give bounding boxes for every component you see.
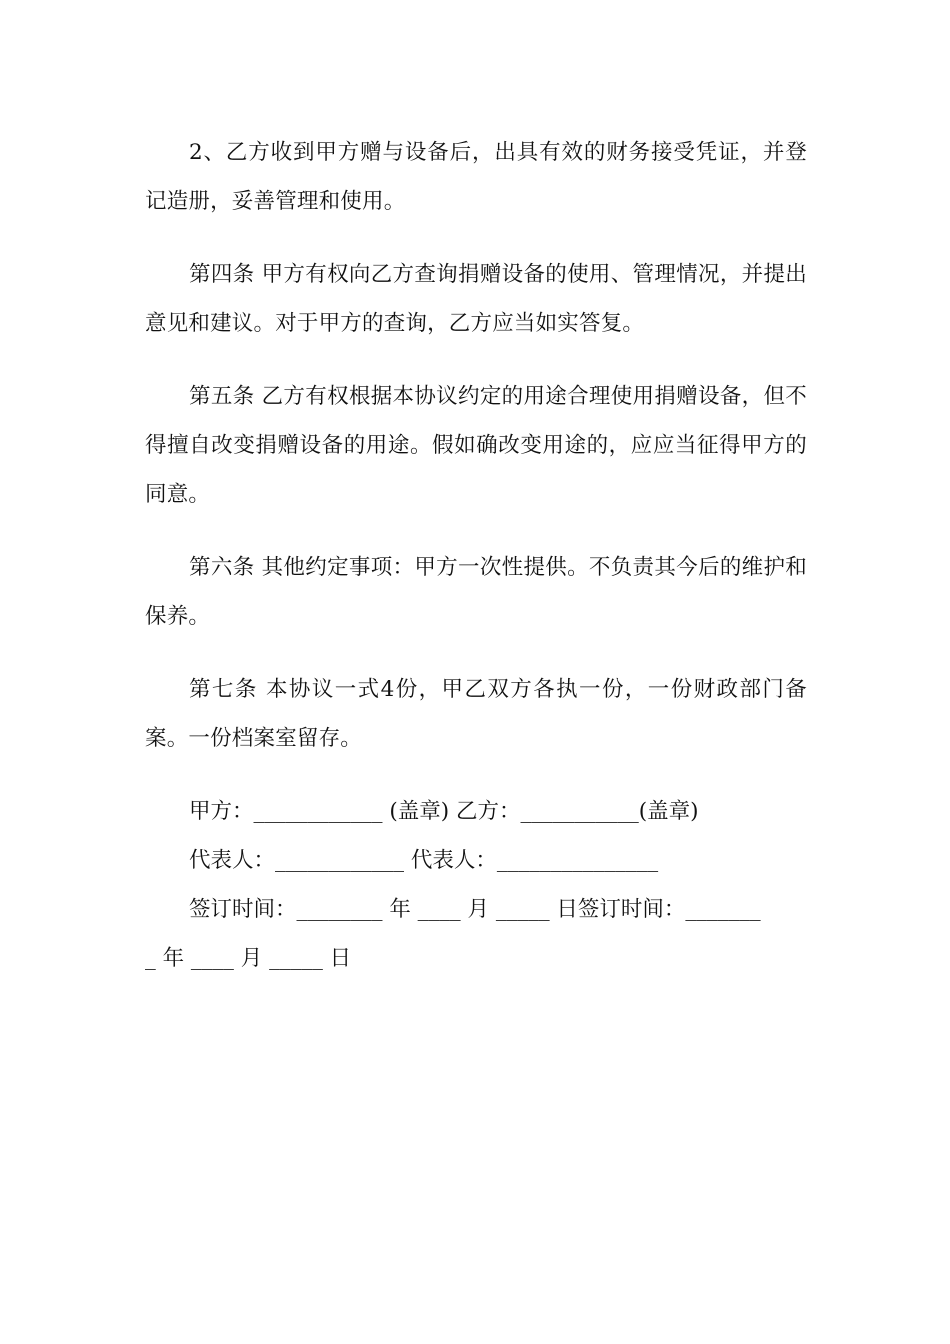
clause-2-receipt: 2、乙方收到甲方赠与设备后，出具有效的财务接受凭证，并登记造册，妥善管理和使用。 <box>145 140 807 214</box>
clause-article-4: 第四条 甲方有权向乙方查询捐赠设备的使用、管理情况，并提出意见和建议。对于甲方的查询，乙方应当如实答复。 <box>145 262 807 336</box>
signing-date-line-continued: _ 年 ____ 月 _____ 日 <box>145 946 352 971</box>
document-page <box>145 128 807 983</box>
clause-article-7: 第七条 本协议一式4份，甲乙双方各执一份，一份财政部门备案。一份档案室留存。 <box>145 677 807 751</box>
party-seal-line: 甲方：____________ (盖章) 乙方：___________(盖章) <box>189 799 699 824</box>
signing-date-line: 签订时间：________ 年 ____ 月 _____ 日签订时间：_______ <box>189 897 761 922</box>
clause-article-5: 第五条 乙方有权根据本协议约定的用途合理使用捐赠设备，但不得擅自改变捐赠设备的用途。假如确改变用途的，应应当征得甲方的同意。 <box>145 384 807 507</box>
clause-article-6: 第六条 其他约定事项：甲方一次性提供。不负责其今后的维护和保养。 <box>145 555 807 629</box>
representative-line: 代表人：____________ 代表人：_______________ <box>189 848 659 873</box>
